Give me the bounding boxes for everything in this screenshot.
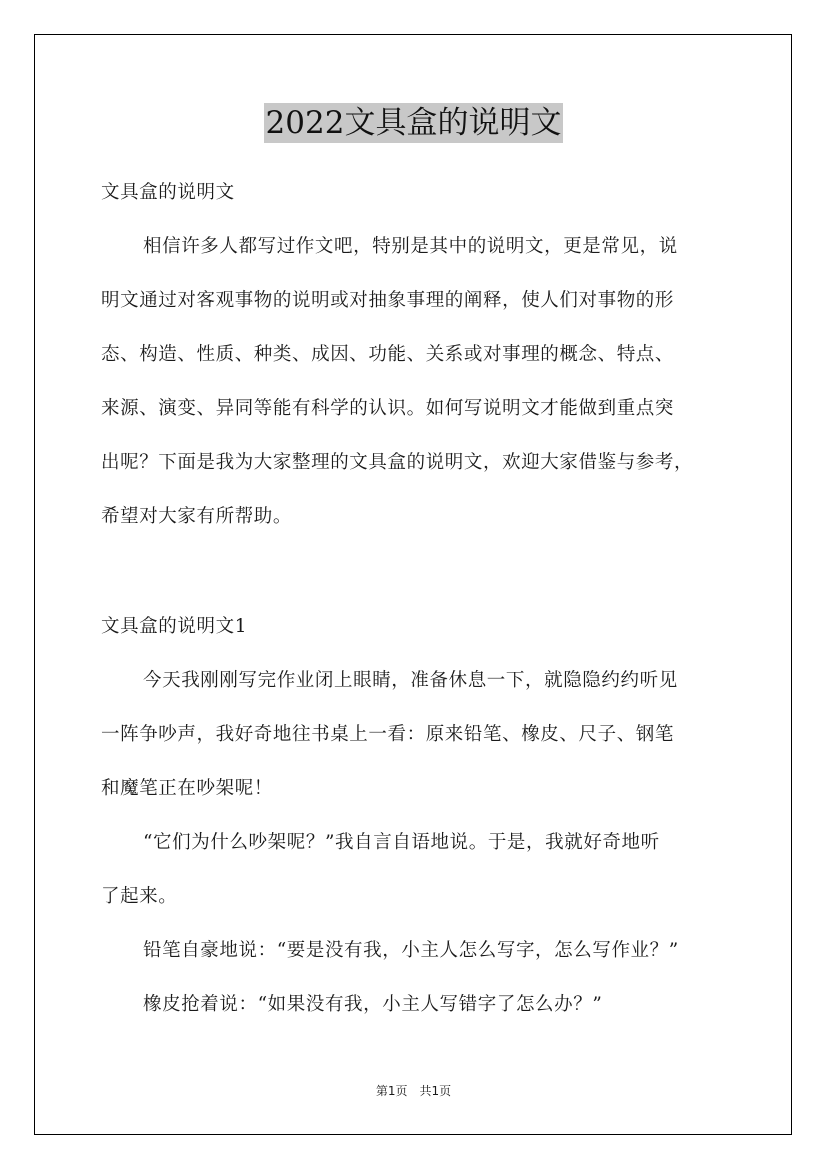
paragraph-line: 橡皮抢着说：“如果没有我，小主人写错字了怎么办？” xyxy=(143,994,603,1015)
paragraph-line: 今天我刚刚写完作业闭上眼睛，准备休息一下，就隐隐约约听见 xyxy=(143,670,678,691)
title-container xyxy=(0,103,827,143)
paragraph-line: 相信许多人都写过作文吧，特别是其中的说明文，更是常见，说 xyxy=(143,236,678,257)
paragraph-line: 和魔笔正在吵架呢！ xyxy=(101,778,273,799)
section-heading: 文具盒的说明文 xyxy=(101,182,235,203)
paragraph-line: 出呢？下面是我为大家整理的文具盒的说明文，欢迎大家借鉴与参考， xyxy=(101,452,694,473)
paragraph-line: 来源、演变、异同等能有科学的认识。如何写说明文才能做到重点突 xyxy=(101,398,675,419)
paragraph-line: 铅笔自豪地说：“要是没有我，小主人怎么写字，怎么写作业？” xyxy=(143,940,679,961)
section-heading: 文具盒的说明文1 xyxy=(101,616,248,637)
paragraph-line: 了起来。 xyxy=(101,886,178,907)
paragraph-line: “它们为什么吵架呢？”我自言自语地说。于是，我就好奇地听 xyxy=(143,832,660,853)
paragraph-line: 态、构造、性质、种类、成因、功能、关系或对事理的概念、特点、 xyxy=(101,344,675,365)
document-title: 2022文具盒的说明文 xyxy=(265,105,562,141)
paragraph-line: 一阵争吵声，我好奇地往书桌上一看：原来铅笔、橡皮、尺子、钢笔 xyxy=(101,724,675,745)
page-footer: 第1页 共1页 xyxy=(375,1084,452,1098)
paragraph-line: 明文通过对客观事物的说明或对抽象事理的阐释，使人们对事物的形 xyxy=(101,290,675,311)
paragraph-line: 希望对大家有所帮助。 xyxy=(101,506,293,527)
